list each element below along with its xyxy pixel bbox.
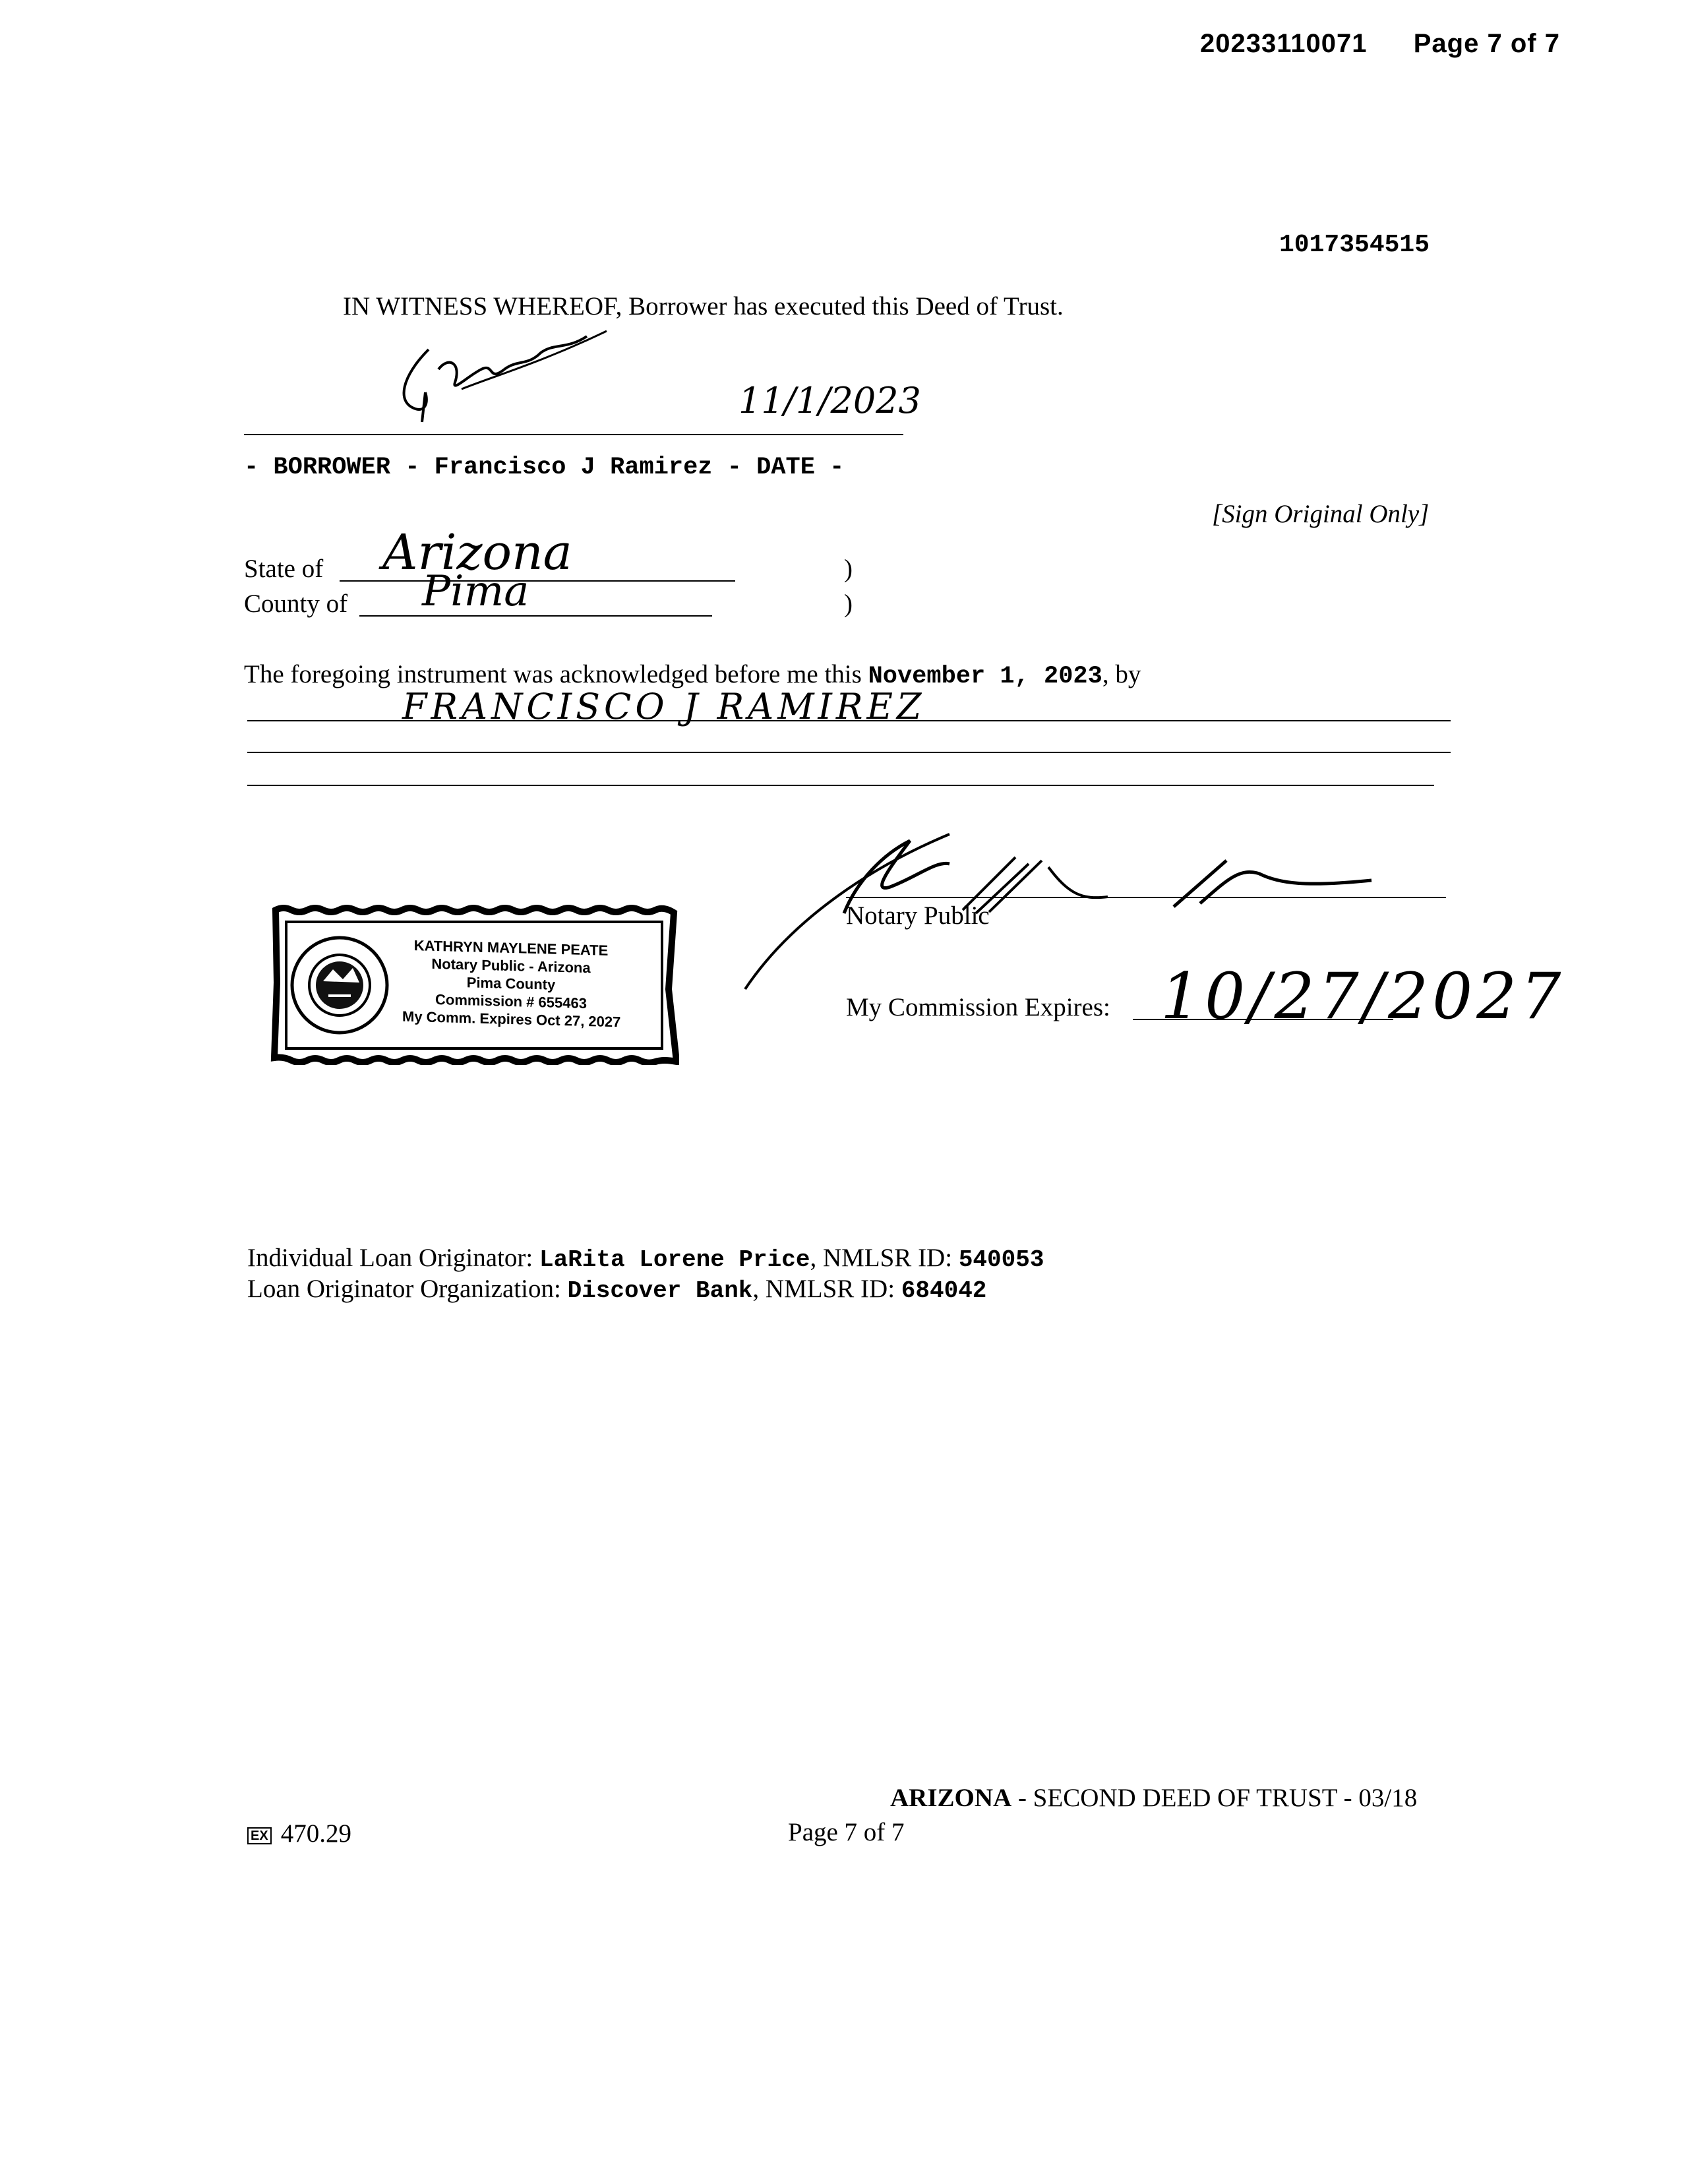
signature-date: 11/1/2023 [738, 380, 921, 421]
form-ex-icon: EX [247, 1827, 272, 1844]
header-page-label: Page 7 of 7 [1413, 29, 1560, 58]
state-label: State of [244, 555, 324, 583]
seal-expires: My Comm. Expires Oct 27, 2027 [402, 1008, 621, 1031]
county-handwritten: Pima [422, 567, 529, 616]
notary-signature-line [846, 897, 1446, 898]
ack-date: November 1, 2023 [868, 663, 1102, 690]
individual-originator-label: Individual Loan Originator: [247, 1244, 539, 1272]
seal-notary-name: KATHRYN MAYLENE PEATE [413, 937, 609, 959]
ack-line-3 [247, 785, 1434, 786]
county-paren: ) [844, 590, 853, 618]
recording-header [1200, 29, 1560, 59]
seal-commission: Commission # 655463 [435, 990, 587, 1012]
org-nmlsr-id: 684042 [901, 1277, 987, 1304]
commission-expires-label: My Commission Expires: [846, 993, 1110, 1021]
form-number-value: 470.29 [280, 1819, 351, 1848]
ack-name-handwritten: FRANCISCO J RAMIREZ [402, 686, 926, 727]
originator-organization [247, 1274, 986, 1304]
ack-suffix: , by [1102, 660, 1141, 688]
ack-prefix: The foregoing instrument was acknowledged before me this [244, 660, 868, 688]
ack-line-2 [247, 752, 1451, 753]
state-handwritten: Arizona [382, 524, 572, 581]
state-paren: ) [844, 555, 853, 583]
individual-originator-name: LaRita Lorene Price [539, 1246, 810, 1273]
notary-public-label: Notary Public [846, 901, 990, 930]
individual-id-label: , NMLSR ID: [810, 1244, 959, 1272]
individual-nmlsr-id: 540053 [958, 1246, 1044, 1273]
individual-originator [247, 1243, 1044, 1273]
form-title-text: - SECOND DEED OF TRUST - 03/18 [1011, 1784, 1418, 1812]
borrower-line: - BORROWER - Francisco J Ramirez - DATE - [244, 454, 845, 481]
sign-original-note: [Sign Original Only] [1212, 500, 1430, 528]
seal-county: Pima County [466, 974, 556, 993]
signature-line [244, 434, 903, 435]
form-number [247, 1819, 351, 1848]
org-name: Discover Bank [567, 1277, 753, 1304]
commission-expires-handwritten: 10/27/2027 [1160, 959, 1565, 1033]
form-title [890, 1783, 1417, 1813]
borrower-signature [389, 330, 626, 435]
loan-number: 1017354515 [1279, 231, 1430, 259]
org-label: Loan Originator Organization: [247, 1275, 568, 1303]
footer-page: Page 7 of 7 [788, 1818, 905, 1846]
form-state: ARIZONA [890, 1784, 1012, 1812]
record-number: 20233110071 [1200, 29, 1368, 58]
county-line [359, 615, 712, 617]
ack-line-1 [247, 720, 1451, 721]
witness-statement: IN WITNESS WHEREOF, Borrower has executed this Deed of Trust. [343, 292, 1064, 320]
org-id-label: , NMLSR ID: [752, 1275, 901, 1303]
county-label: County of [244, 590, 348, 618]
seal-title: Notary Public - Arizona [431, 955, 591, 977]
